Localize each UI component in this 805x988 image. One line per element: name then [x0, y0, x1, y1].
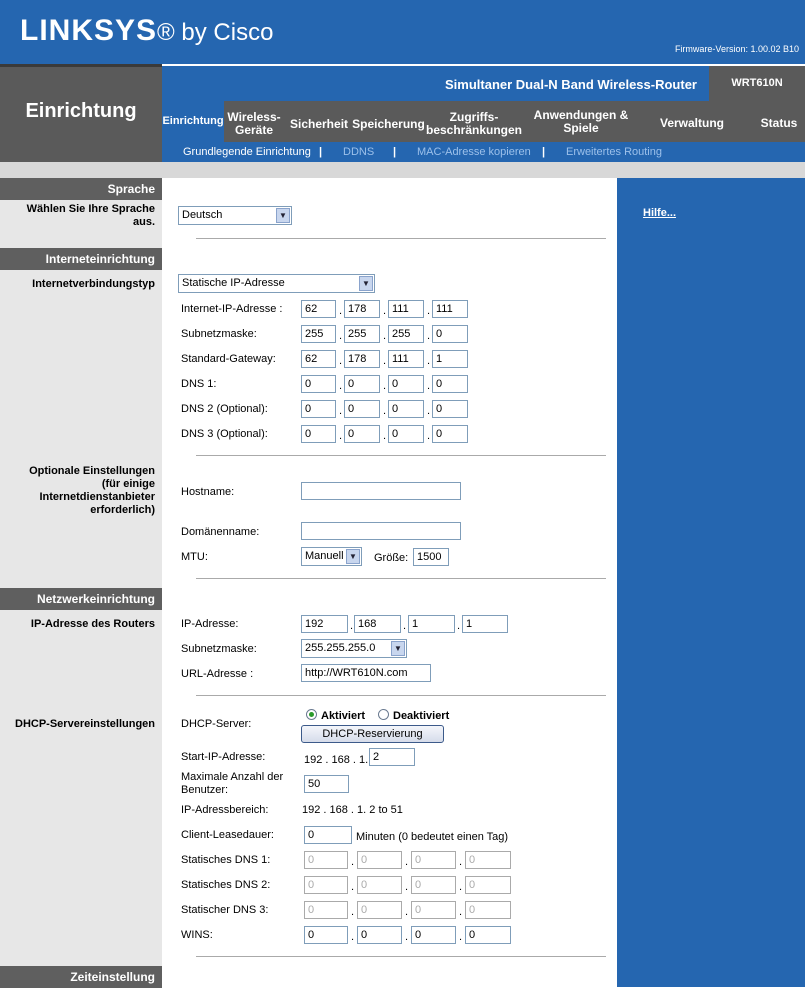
tab-speicherung[interactable]: Speicherung [352, 117, 425, 131]
subtab-grundlegende-einrichtung[interactable]: Grundlegende Einrichtung [183, 146, 311, 158]
divider [196, 455, 606, 456]
mtu-select-value: Manuell [305, 550, 344, 562]
octet-dot: . [405, 931, 409, 943]
octet-dot: . [350, 620, 354, 632]
label-static-dns2: Statisches DNS 2: [181, 879, 271, 891]
octet-dot: . [339, 380, 343, 392]
divider [196, 956, 606, 957]
left-label-column [0, 178, 162, 987]
divider [196, 695, 606, 696]
mtu-size-input[interactable]: 1500 [413, 548, 449, 566]
tab-verwaltung[interactable]: Verwaltung [659, 116, 724, 130]
octet-dot: . [405, 856, 409, 868]
tab-status[interactable]: Status [760, 116, 798, 130]
language-select[interactable] [178, 206, 292, 225]
octet-dot: . [383, 305, 387, 317]
tab-zugriff-line1: Zugriffs- [449, 110, 499, 124]
start-ip-input[interactable]: 2 [369, 748, 415, 766]
octet-dot: . [427, 355, 431, 367]
label-static-dns3: Statischer DNS 3: [181, 904, 269, 916]
subnet-octet-3[interactable]: 255 [388, 325, 424, 343]
label-optional-line3: Internetdienstanbieter [39, 491, 155, 503]
network-subnet-select[interactable] [301, 639, 407, 658]
dns1-octet-1[interactable]: 0 [301, 375, 336, 393]
language-select-value: Deutsch [182, 209, 223, 221]
octet-dot: . [427, 380, 431, 392]
tab-anwendungen-line2: Spiele [563, 121, 599, 135]
octet-dot: . [351, 881, 355, 893]
gateway-octet-1[interactable]: 62 [301, 350, 336, 368]
internet-ip-octet-3[interactable]: 111 [388, 300, 424, 318]
tab-wireless-line1: Wireless- [227, 110, 281, 124]
static-dns2-octet-1[interactable]: 0 [304, 876, 348, 894]
octet-dot: . [383, 405, 387, 417]
octet-dot: . [339, 405, 343, 417]
octet-dot: . [427, 305, 431, 317]
subnet-octet-4[interactable]: 0 [432, 325, 468, 343]
gateway-octet-4[interactable]: 1 [432, 350, 468, 368]
subnav-separator: | [393, 146, 397, 158]
static-dns2-octet-2[interactable]: 0 [357, 876, 402, 894]
header-separator-strip [0, 162, 805, 178]
tab-einrichtung[interactable]: Einrichtung [162, 101, 224, 142]
subnet-octet-1[interactable]: 255 [301, 325, 336, 343]
dns3-octet-1[interactable]: 0 [301, 425, 336, 443]
dns2-octet-4[interactable]: 0 [432, 400, 468, 418]
linksys-logo: LINKSYS® by Cisco [20, 14, 274, 47]
label-static-dns1: Statisches DNS 1: [181, 854, 271, 866]
dhcp-disabled-radio[interactable] [378, 709, 389, 720]
model-name: WRT610N [709, 66, 805, 101]
tab-anwendungen-line1: Anwendungen & [533, 108, 629, 122]
internet-ip-octet-2[interactable]: 178 [344, 300, 380, 318]
static-dns1-octet-2[interactable]: 0 [357, 851, 402, 869]
url-input[interactable]: http://WRT610N.com [301, 664, 431, 682]
label-optional-line4: erforderlich) [90, 504, 155, 516]
octet-dot: . [351, 856, 355, 868]
dns3-octet-4[interactable]: 0 [432, 425, 468, 443]
label-aktiviert: Aktiviert [321, 710, 366, 722]
subnav-separator: | [319, 146, 323, 158]
static-dns3-octet-3[interactable]: 0 [411, 901, 456, 919]
static-dns3-octet-1[interactable]: 0 [304, 901, 348, 919]
tab-zugriffsbeschraenkungen[interactable] [424, 111, 524, 137]
octet-dot: . [339, 305, 343, 317]
help-column [617, 178, 805, 987]
tab-zugriff-line2: beschränkungen [425, 123, 523, 137]
connection-type-select[interactable] [178, 274, 375, 293]
wins-octet-3[interactable]: 0 [411, 926, 456, 944]
label-max-users [181, 771, 283, 797]
subtab-ddns[interactable]: DDNS [343, 146, 375, 158]
connection-type-value: Statische IP-Adresse [182, 277, 285, 289]
octet-dot: . [383, 380, 387, 392]
octet-dot: . [351, 931, 355, 943]
label-lease: Client-Leasedauer: [181, 829, 274, 841]
dns1-octet-3[interactable]: 0 [388, 375, 424, 393]
octet-dot: . [457, 620, 461, 632]
section-head-zeiteinstellung: Zeiteinstellung [0, 966, 162, 988]
label-dns2: DNS 2 (Optional): [181, 403, 268, 415]
octet-dot: . [339, 430, 343, 442]
static-dns2-octet-4[interactable]: 0 [465, 876, 511, 894]
static-dns1-octet-1[interactable]: 0 [304, 851, 348, 869]
octet-dot: . [459, 856, 463, 868]
label-wins: WINS: [181, 929, 213, 941]
dns2-octet-2[interactable]: 0 [344, 400, 380, 418]
label-sprache-line1: Wählen Sie Ihre Sprache [26, 203, 155, 215]
network-subnet-value: 255.255.255.0 [305, 642, 376, 654]
section-title: Einrichtung [25, 100, 137, 122]
lease-unit: Minuten (0 bedeutet einen Tag) [356, 831, 509, 843]
dns2-octet-1[interactable]: 0 [301, 400, 336, 418]
label-mtu: MTU: [181, 551, 208, 563]
label-dns3: DNS 3 (Optional): [181, 428, 268, 440]
section-head-sprache: Sprache [0, 178, 162, 200]
subnet-octet-2[interactable]: 255 [344, 325, 380, 343]
firmware-version: Firmware-Version: 1.00.02 B10 [674, 44, 799, 54]
label-hostname: Hostname: [181, 486, 235, 498]
internet-ip-octet-1[interactable]: 62 [301, 300, 336, 318]
divider [196, 578, 606, 579]
dns1-octet-4[interactable]: 0 [432, 375, 468, 393]
label-dhcp-server: DHCP-Server: [181, 718, 252, 730]
octet-dot: . [339, 355, 343, 367]
help-link[interactable]: Hilfe... [643, 207, 677, 219]
dhcp-reservation-button[interactable]: DHCP-Reservierung [301, 725, 444, 743]
dns3-octet-3[interactable]: 0 [388, 425, 424, 443]
static-dns2-octet-3[interactable]: 0 [411, 876, 456, 894]
section-head-netzwerkeinrichtung: Netzwerkeinrichtung [0, 588, 162, 610]
label-optional-line1: Optionale Einstellungen [29, 465, 155, 477]
tab-anwendungen[interactable] [530, 109, 632, 135]
chevron-down-icon: ▼ [359, 276, 373, 291]
hostname-input[interactable] [301, 482, 461, 500]
label-internet-ip: Internet-IP-Adresse : [181, 303, 283, 315]
dns2-octet-3[interactable]: 0 [388, 400, 424, 418]
octet-dot: . [427, 430, 431, 442]
label-dhcp-servereinstellungen: DHCP-Servereinstellungen [15, 718, 155, 730]
max-users-input[interactable]: 50 [304, 775, 349, 793]
router-ip-octet-4[interactable]: 1 [462, 615, 508, 633]
dns1-octet-2[interactable]: 0 [344, 375, 380, 393]
label-start-ip: Start-IP-Adresse: [181, 751, 266, 763]
octet-dot: . [427, 330, 431, 342]
dns3-octet-2[interactable]: 0 [344, 425, 380, 443]
label-network-subnet: Subnetzmaske: [181, 643, 257, 655]
divider [196, 238, 606, 239]
gateway-octet-2[interactable]: 178 [344, 350, 380, 368]
tab-wireless[interactable] [226, 111, 282, 137]
label-optional-line2: (für einige [101, 478, 155, 490]
label-dns1: DNS 1: [181, 378, 217, 390]
wins-octet-2[interactable]: 0 [357, 926, 402, 944]
octet-dot: . [383, 430, 387, 442]
tab-sicherheit[interactable]: Sicherheit [290, 117, 349, 131]
label-router-ip: IP-Adresse: [181, 618, 239, 630]
subnav-separator: | [542, 146, 546, 158]
label-url: URL-Adresse : [181, 668, 254, 680]
octet-dot: . [459, 906, 463, 918]
router-ip-octet-1[interactable]: 192 [301, 615, 348, 633]
octet-dot: . [351, 906, 355, 918]
octet-dot: . [459, 931, 463, 943]
octet-dot: . [339, 330, 343, 342]
start-ip-prefix: 192 . 168 . 1. [304, 754, 369, 766]
wins-octet-4[interactable]: 0 [465, 926, 511, 944]
label-max-users-line1: Maximale Anzahl der [181, 771, 284, 783]
static-dns1-octet-3[interactable]: 0 [411, 851, 456, 869]
mtu-select[interactable] [301, 547, 362, 566]
router-ip-octet-3[interactable]: 1 [408, 615, 455, 633]
domain-input[interactable] [301, 522, 461, 540]
label-sprache-line2: aus. [132, 216, 155, 228]
static-dns3-octet-4[interactable]: 0 [465, 901, 511, 919]
octet-dot: . [459, 881, 463, 893]
subtab-mac-adresse[interactable]: MAC-Adresse kopieren [417, 146, 531, 158]
gateway-octet-3[interactable]: 111 [388, 350, 424, 368]
lease-input[interactable]: 0 [304, 826, 352, 844]
label-domaenenname: Domänenname: [181, 526, 260, 538]
octet-dot: . [383, 355, 387, 367]
internet-ip-octet-4[interactable]: 111 [432, 300, 468, 318]
label-groesse: Größe: [374, 552, 409, 564]
static-dns1-octet-4[interactable]: 0 [465, 851, 511, 869]
chevron-down-icon: ▼ [391, 641, 405, 656]
octet-dot: . [383, 330, 387, 342]
chevron-down-icon: ▼ [346, 549, 360, 564]
label-deaktiviert: Deaktiviert [393, 710, 450, 722]
label-standard-gateway: Standard-Gateway: [181, 353, 276, 365]
octet-dot: . [405, 881, 409, 893]
label-sprache [0, 203, 155, 229]
label-ip-adresse-router: IP-Adresse des Routers [30, 618, 155, 630]
ip-range-value: 192 . 168 . 1. 2 to 51 [302, 804, 403, 816]
static-dns3-octet-2[interactable]: 0 [357, 901, 402, 919]
tab-wireless-line2: Geräte [234, 123, 274, 137]
label-ip-range: IP-Adressbereich: [181, 804, 269, 816]
subtab-erweitertes-routing[interactable]: Erweitertes Routing [566, 146, 662, 158]
section-head-interneteinrichtung: Interneteinrichtung [0, 248, 162, 270]
label-internetverbindungstyp: Internetverbindungstyp [32, 278, 155, 290]
router-ip-octet-2[interactable]: 168 [354, 615, 401, 633]
label-optionale-einstellungen [0, 465, 155, 517]
octet-dot: . [405, 906, 409, 918]
wins-octet-1[interactable]: 0 [304, 926, 348, 944]
chevron-down-icon: ▼ [276, 208, 290, 223]
dhcp-enabled-radio[interactable] [306, 709, 317, 720]
label-max-users-line2: Benutzer: [181, 784, 229, 796]
label-subnetzmaske: Subnetzmaske: [181, 328, 257, 340]
octet-dot: . [427, 405, 431, 417]
octet-dot: . [403, 620, 407, 632]
product-name: Simultaner Dual-N Band Wireless-Router [445, 77, 697, 92]
